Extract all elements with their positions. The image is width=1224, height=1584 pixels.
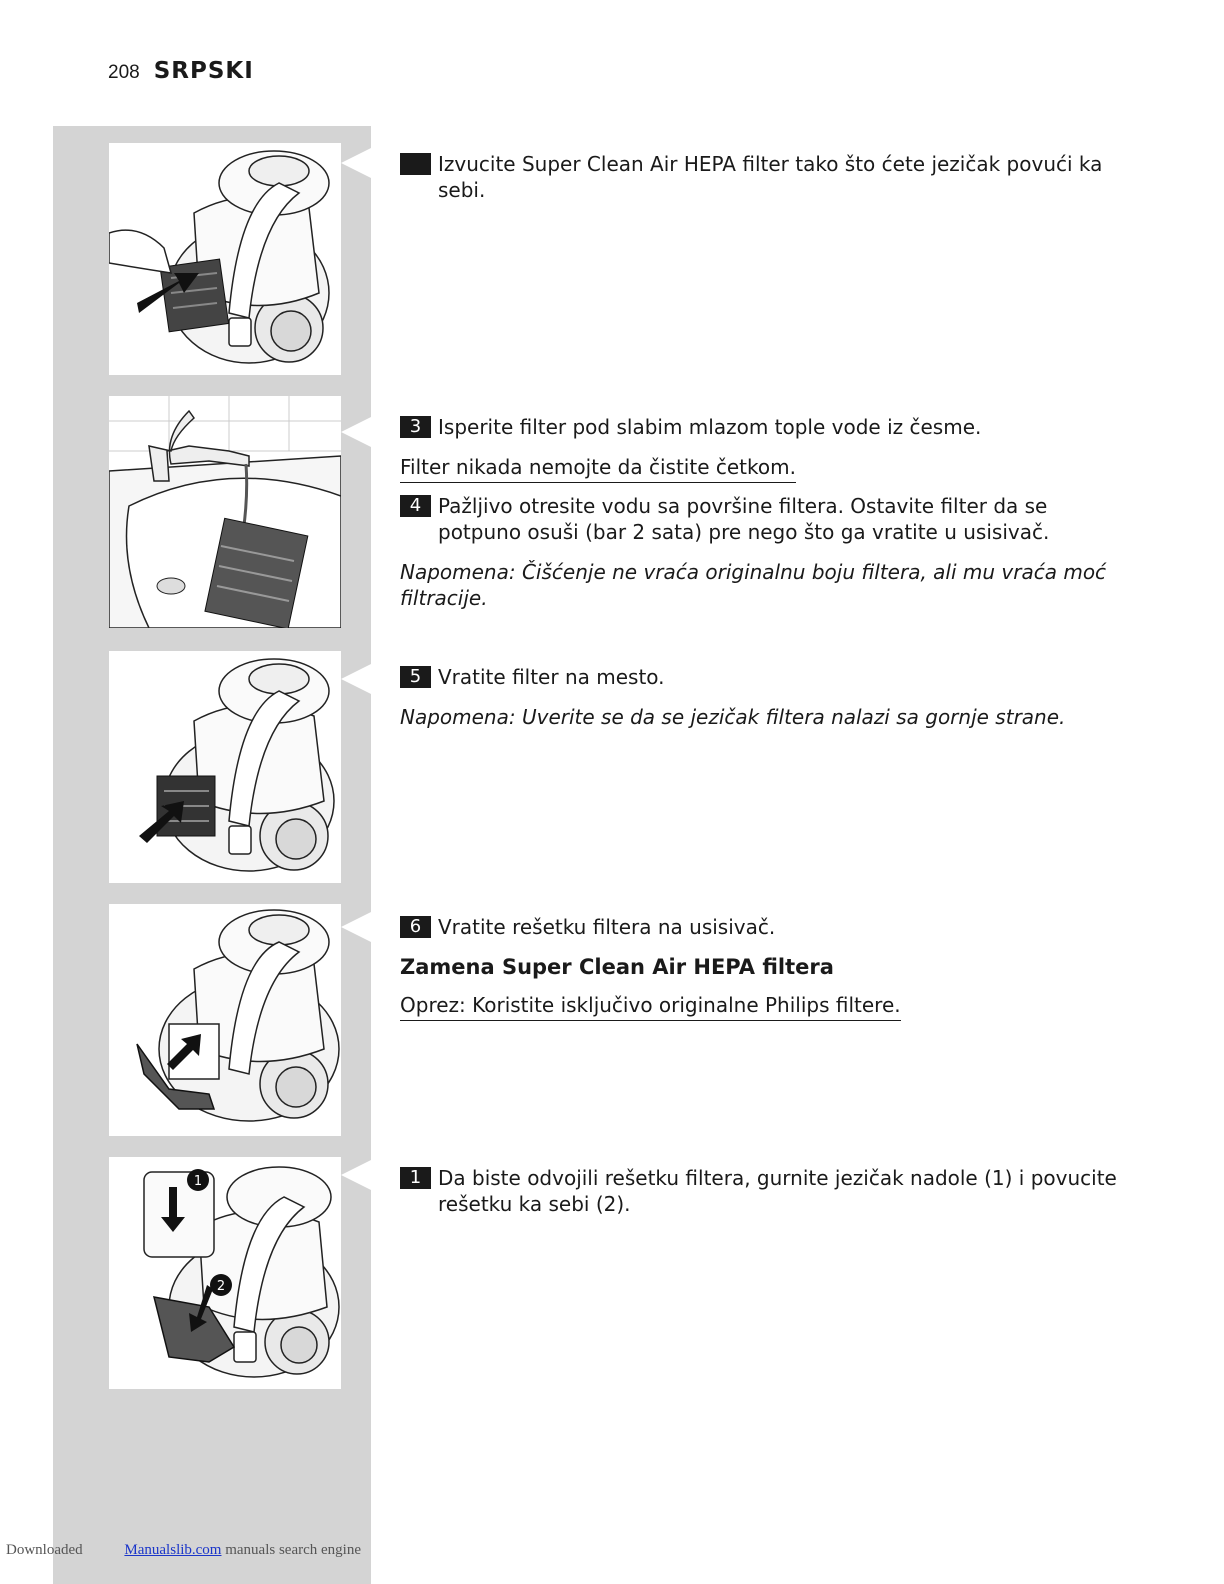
figure-pointer	[341, 148, 371, 178]
figure-rinse-filter	[109, 396, 341, 628]
steps-3-4-block	[400, 414, 1120, 611]
step-text: Da biste odvojili rešetku filtera, gurnite jezičak nadole (1) i povucite rešetku ka sebi (2).	[438, 1166, 1117, 1216]
step-text: Vratite rešetku filtera na usisivač.	[438, 915, 776, 939]
step-number: 3	[400, 416, 431, 438]
step-6	[400, 914, 1120, 940]
step-5-block	[400, 664, 1120, 730]
step-number: 5	[400, 666, 431, 688]
manualslib-link[interactable]: Manualslib.com	[124, 1542, 222, 1558]
step-number: 4	[400, 495, 431, 517]
step-text: Isperite filter pod slabim mlazom tople vode iz česme.	[438, 415, 982, 439]
footer-prefix: Downloaded	[6, 1542, 83, 1558]
step-number: 1	[400, 1167, 431, 1189]
page-number: 208	[108, 62, 140, 83]
footer	[6, 1542, 361, 1559]
step-4	[400, 493, 1120, 545]
callout-2-badge: 2	[216, 1279, 226, 1294]
step-text: Izvucite Super Clean Air HEPA filter tako što ćete jezičak povući ka sebi.	[438, 152, 1103, 202]
caution-text: Oprez: Koristite isključivo originalne Philips filtere.	[400, 992, 901, 1021]
figure-pointer	[341, 664, 371, 694]
note-text: Napomena: Uverite se da se jezičak filtera nalazi sa gornje strane.	[400, 705, 1066, 729]
note-text: Napomena: Čišćenje ne vraća originalnu boju filtera, ali mu vraća moć filtracije.	[400, 560, 1107, 610]
step-5	[400, 664, 1120, 690]
footer-suffix: manuals search engine	[225, 1542, 362, 1558]
section-language: SRPSKI	[153, 58, 254, 84]
figure-pointer	[341, 417, 371, 447]
figure-pointer	[341, 912, 371, 942]
step-number	[400, 153, 431, 175]
figure-remove-filter	[109, 143, 341, 375]
page-header	[108, 58, 254, 84]
step-text: Pažljivo otresite vodu sa površine filtera. Ostavite filter da se potpuno osuši (bar 2 sata) pre nego što ga vratite u usisivač.	[438, 494, 1050, 544]
callout-1-badge: 1	[193, 1174, 203, 1189]
warning-text: Filter nikada nemojte da čistite četkom.	[400, 454, 796, 483]
replace-step-1-block	[400, 1165, 1120, 1217]
figure-remove-grille	[109, 1157, 341, 1389]
section-heading: Zamena Super Clean Air HEPA filtera	[400, 955, 834, 979]
step-2	[400, 151, 1120, 203]
figure-attach-grille	[109, 904, 341, 1136]
figure-insert-filter	[109, 651, 341, 883]
figure-pointer	[341, 1160, 371, 1190]
replace-step-1	[400, 1165, 1120, 1217]
step-number: 6	[400, 916, 431, 938]
step-3	[400, 414, 1120, 440]
step-2-block	[400, 151, 1120, 203]
step-text: Vratite filter na mesto.	[438, 665, 665, 689]
step-6-block	[400, 914, 1120, 1021]
